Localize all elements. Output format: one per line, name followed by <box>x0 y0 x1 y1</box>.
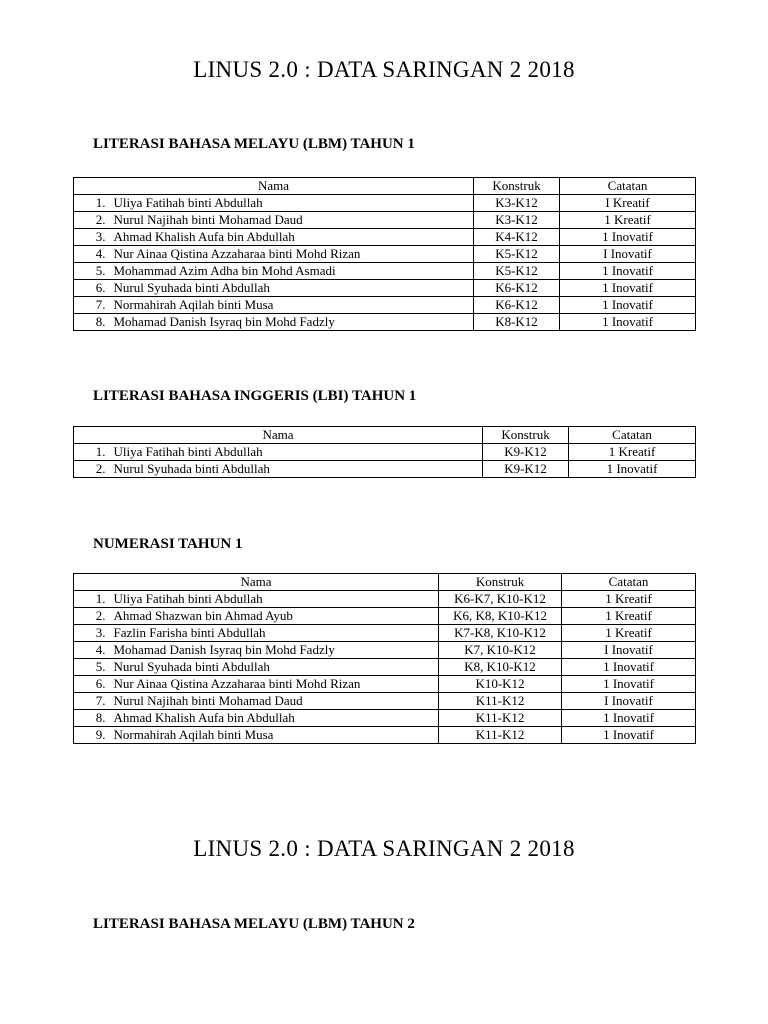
table-lbi-tahun-1 <box>73 426 696 478</box>
catatan-value: 1 Inovatif <box>560 314 696 331</box>
student-name: Uliya Fatihah binti Abdullah <box>114 444 483 461</box>
student-name: Uliya Fatihah binti Abdullah <box>114 591 439 608</box>
row-number: 4. <box>74 246 114 263</box>
row-number: 5. <box>74 659 114 676</box>
table-lbm-tahun-1 <box>73 177 696 331</box>
table-row <box>74 625 696 642</box>
section-heading-lbm-tahun-2: LITERASI BAHASA MELAYU (LBM) TAHUN 2 <box>93 916 415 932</box>
row-number: 6. <box>74 280 114 297</box>
table-row <box>74 444 696 461</box>
student-name: Ahmad Khalish Aufa bin Abdullah <box>114 229 474 246</box>
catatan-value: I Kreatif <box>560 195 696 212</box>
student-name: Mohamad Danish Isyraq bin Mohd Fadzly <box>114 642 439 659</box>
student-name: Normahirah Aqilah binti Musa <box>114 727 439 744</box>
row-number: 4. <box>74 642 114 659</box>
catatan-value: I Inovatif <box>560 246 696 263</box>
header-konstruk: Konstruk <box>439 574 562 591</box>
table-row <box>74 710 696 727</box>
konstruk-value: K6-K12 <box>474 297 560 314</box>
row-number: 1. <box>74 444 114 461</box>
konstruk-value: K7, K10-K12 <box>439 642 562 659</box>
table-row <box>74 297 696 314</box>
header-nama: Nama <box>74 427 483 444</box>
konstruk-value: K5-K12 <box>474 246 560 263</box>
catatan-value: 1 Inovatif <box>569 461 696 478</box>
section-heading-numerasi-tahun-1: NUMERASI TAHUN 1 <box>93 536 243 552</box>
catatan-value: 1 Kreatif <box>562 625 696 642</box>
header-catatan: Catatan <box>560 178 696 195</box>
table-header-row <box>74 178 696 195</box>
konstruk-value: K11-K12 <box>439 693 562 710</box>
catatan-value: 1 Kreatif <box>569 444 696 461</box>
header-nama: Nama <box>74 574 439 591</box>
table-row <box>74 229 696 246</box>
row-number: 3. <box>74 625 114 642</box>
table-row <box>74 591 696 608</box>
konstruk-value: K8, K10-K12 <box>439 659 562 676</box>
table-row <box>74 659 696 676</box>
catatan-value: 1 Inovatif <box>560 297 696 314</box>
konstruk-value: K3-K12 <box>474 212 560 229</box>
student-name: Mohammad Azim Adha bin Mohd Asmadi <box>114 263 474 280</box>
student-name: Nur Ainaa Qistina Azzaharaa binti Mohd Rizan <box>114 676 439 693</box>
student-name: Uliya Fatihah binti Abdullah <box>114 195 474 212</box>
table-row <box>74 727 696 744</box>
konstruk-value: K3-K12 <box>474 195 560 212</box>
student-name: Nurul Najihah binti Mohamad Daud <box>114 212 474 229</box>
student-name: Mohamad Danish Isyraq bin Mohd Fadzly <box>114 314 474 331</box>
konstruk-value: K7-K8, K10-K12 <box>439 625 562 642</box>
table-row <box>74 212 696 229</box>
table-header-row <box>74 427 696 444</box>
catatan-value: 1 Inovatif <box>562 659 696 676</box>
catatan-value: 1 Kreatif <box>562 591 696 608</box>
table-row <box>74 461 696 478</box>
catatan-value: 1 Inovatif <box>560 263 696 280</box>
table-row <box>74 246 696 263</box>
table-row <box>74 676 696 693</box>
row-number: 8. <box>74 314 114 331</box>
student-name: Ahmad Khalish Aufa bin Abdullah <box>114 710 439 727</box>
konstruk-value: K4-K12 <box>474 229 560 246</box>
student-name: Nurul Syuhada binti Abdullah <box>114 280 474 297</box>
page-title-2: LINUS 2.0 : DATA SARINGAN 2 2018 <box>193 836 575 861</box>
catatan-value: 1 Inovatif <box>562 727 696 744</box>
student-name: Nurul Syuhada binti Abdullah <box>114 461 483 478</box>
table-row <box>74 195 696 212</box>
row-number: 9. <box>74 727 114 744</box>
student-name: Fazlin Farisha binti Abdullah <box>114 625 439 642</box>
row-number: 8. <box>74 710 114 727</box>
row-number: 1. <box>74 591 114 608</box>
student-name: Normahirah Aqilah binti Musa <box>114 297 474 314</box>
catatan-value: 1 Kreatif <box>562 608 696 625</box>
row-number: 6. <box>74 676 114 693</box>
section-heading-lbm-tahun-1: LITERASI BAHASA MELAYU (LBM) TAHUN 1 <box>93 136 415 152</box>
konstruk-value: K10-K12 <box>439 676 562 693</box>
student-name: Ahmad Shazwan bin Ahmad Ayub <box>114 608 439 625</box>
catatan-value: 1 Inovatif <box>562 710 696 727</box>
table-header-row <box>74 574 696 591</box>
row-number: 7. <box>74 297 114 314</box>
catatan-value: 1 Inovatif <box>560 280 696 297</box>
row-number: 2. <box>74 608 114 625</box>
konstruk-value: K11-K12 <box>439 710 562 727</box>
konstruk-value: K5-K12 <box>474 263 560 280</box>
section-heading-lbi-tahun-1: LITERASI BAHASA INGGERIS (LBI) TAHUN 1 <box>93 388 417 404</box>
table-row <box>74 314 696 331</box>
catatan-value: 1 Kreatif <box>560 212 696 229</box>
catatan-value: I Inovatif <box>562 693 696 710</box>
table-row <box>74 693 696 710</box>
table-row <box>74 642 696 659</box>
konstruk-value: K8-K12 <box>474 314 560 331</box>
konstruk-value: K9-K12 <box>483 444 569 461</box>
catatan-value: I Inovatif <box>562 642 696 659</box>
table-numerasi-tahun-1 <box>73 573 696 744</box>
student-name: Nur Ainaa Qistina Azzaharaa binti Mohd Rizan <box>114 246 474 263</box>
konstruk-value: K6-K12 <box>474 280 560 297</box>
row-number: 5. <box>74 263 114 280</box>
page-title: LINUS 2.0 : DATA SARINGAN 2 2018 <box>193 57 575 82</box>
header-konstruk: Konstruk <box>483 427 569 444</box>
catatan-value: 1 Inovatif <box>560 229 696 246</box>
konstruk-value: K6-K7, K10-K12 <box>439 591 562 608</box>
row-number: 2. <box>74 461 114 478</box>
row-number: 7. <box>74 693 114 710</box>
row-number: 3. <box>74 229 114 246</box>
row-number: 2. <box>74 212 114 229</box>
header-konstruk: Konstruk <box>474 178 560 195</box>
table-row <box>74 608 696 625</box>
header-nama: Nama <box>74 178 474 195</box>
row-number: 1. <box>74 195 114 212</box>
catatan-value: 1 Inovatif <box>562 676 696 693</box>
header-catatan: Catatan <box>569 427 696 444</box>
student-name: Nurul Syuhada binti Abdullah <box>114 659 439 676</box>
konstruk-value: K11-K12 <box>439 727 562 744</box>
konstruk-value: K9-K12 <box>483 461 569 478</box>
header-catatan: Catatan <box>562 574 696 591</box>
student-name: Nurul Najihah binti Mohamad Daud <box>114 693 439 710</box>
table-row <box>74 263 696 280</box>
konstruk-value: K6, K8, K10-K12 <box>439 608 562 625</box>
table-row <box>74 280 696 297</box>
